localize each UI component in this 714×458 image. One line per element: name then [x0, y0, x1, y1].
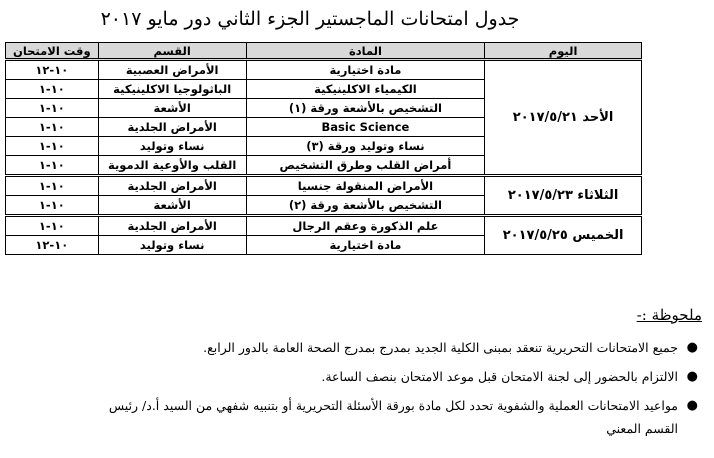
subject-cell: مادة اختيارية	[246, 236, 485, 255]
department-cell: القلب والأوعية الدموية	[98, 156, 246, 176]
department-cell: الأمراض الجلدية	[98, 176, 246, 196]
department-cell: الأمراض العصبية	[98, 60, 246, 80]
time-cell: ١٠-١	[6, 176, 99, 196]
list-item	[88, 365, 698, 388]
time-cell: ١٠-١٢	[6, 236, 99, 255]
header-day: اليوم	[485, 43, 642, 60]
table-row	[6, 176, 642, 196]
subject-cell: نساء وتوليد ورقة (٣)	[246, 137, 485, 156]
department-cell: نساء وتوليد	[98, 236, 246, 255]
time-cell: ١٠-١	[6, 99, 99, 118]
list-item	[88, 336, 698, 359]
subject-cell: التشخيص بالأشعة ورقة (٢)	[246, 196, 485, 216]
department-cell: الأشعة	[98, 196, 246, 216]
department-cell: الباثولوجيا الاكلينيكية	[98, 80, 246, 99]
subject-cell: علم الذكورة وعقم الرجال	[246, 216, 485, 236]
time-cell: ١٠-١	[6, 156, 99, 176]
department-cell: الأشعة	[98, 99, 246, 118]
subject-cell: Basic Science	[246, 118, 485, 137]
exam-schedule-table	[5, 42, 642, 255]
note-text: الالتزام بالحضور إلى لجنة الامتحان قبل موعد الامتحان بنصف الساعة.	[321, 369, 678, 384]
list-item	[88, 394, 698, 440]
bullet-icon: ●	[686, 340, 698, 355]
note-text: مواعيد الامتحانات العملية والشفوية تحدد لكل مادة بورقة الأسئلة التحريرية أو بتنبيه شفهي من السيد أ.د/ رئيس القسم المعني	[108, 398, 678, 436]
time-cell: ١٠-١٢	[6, 60, 99, 80]
subject-cell: مادة اختيارية	[246, 60, 485, 80]
subject-cell: أمراض القلب وطرق التشخيص	[246, 156, 485, 176]
day-cell-tuesday: الثلاثاء ٢٠١٧/٥/٢٣	[485, 176, 642, 216]
day-cell-thursday: الخميس ٢٠١٧/٥/٢٥	[485, 216, 642, 255]
bullet-icon: ●	[686, 369, 698, 384]
time-cell: ١٠-١	[6, 80, 99, 99]
notes-list	[88, 336, 698, 446]
time-cell: ١٠-١	[6, 216, 99, 236]
subject-cell: الكيمياء الاكلينيكية	[246, 80, 485, 99]
department-cell: الأمراض الجلدية	[98, 118, 246, 137]
header-department: القسم	[98, 43, 246, 60]
table-row	[6, 60, 642, 80]
page-title: جدول امتحانات الماجستير الجزء الثاني دور مايو ٢٠١٧	[100, 8, 520, 30]
day-cell-sunday: الأحد ٢٠١٧/٥/٢١	[485, 60, 642, 176]
department-cell: نساء وتوليد	[98, 137, 246, 156]
time-cell: ١٠-١	[6, 137, 99, 156]
subject-cell: الأمراض المنقولة جنسيا	[246, 176, 485, 196]
table-row	[6, 216, 642, 236]
subject-cell: التشخيص بالأشعة ورقة (١)	[246, 99, 485, 118]
note-text: جميع الامتحانات التحريرية تنعقد بمبنى الكلية الجديد بمدرج بمدرج الصحة العامة بالدور الرابع.	[203, 340, 678, 355]
notes-title: ملحوظة :-	[636, 306, 702, 324]
table-header-row	[6, 43, 642, 60]
department-cell: الأمراض الجلدية	[98, 216, 246, 236]
header-subject: المادة	[246, 43, 485, 60]
time-cell: ١٠-١	[6, 118, 99, 137]
bullet-icon: ●	[686, 398, 698, 413]
header-time: وقت الامتحان	[6, 43, 99, 60]
time-cell: ١٠-١	[6, 196, 99, 216]
